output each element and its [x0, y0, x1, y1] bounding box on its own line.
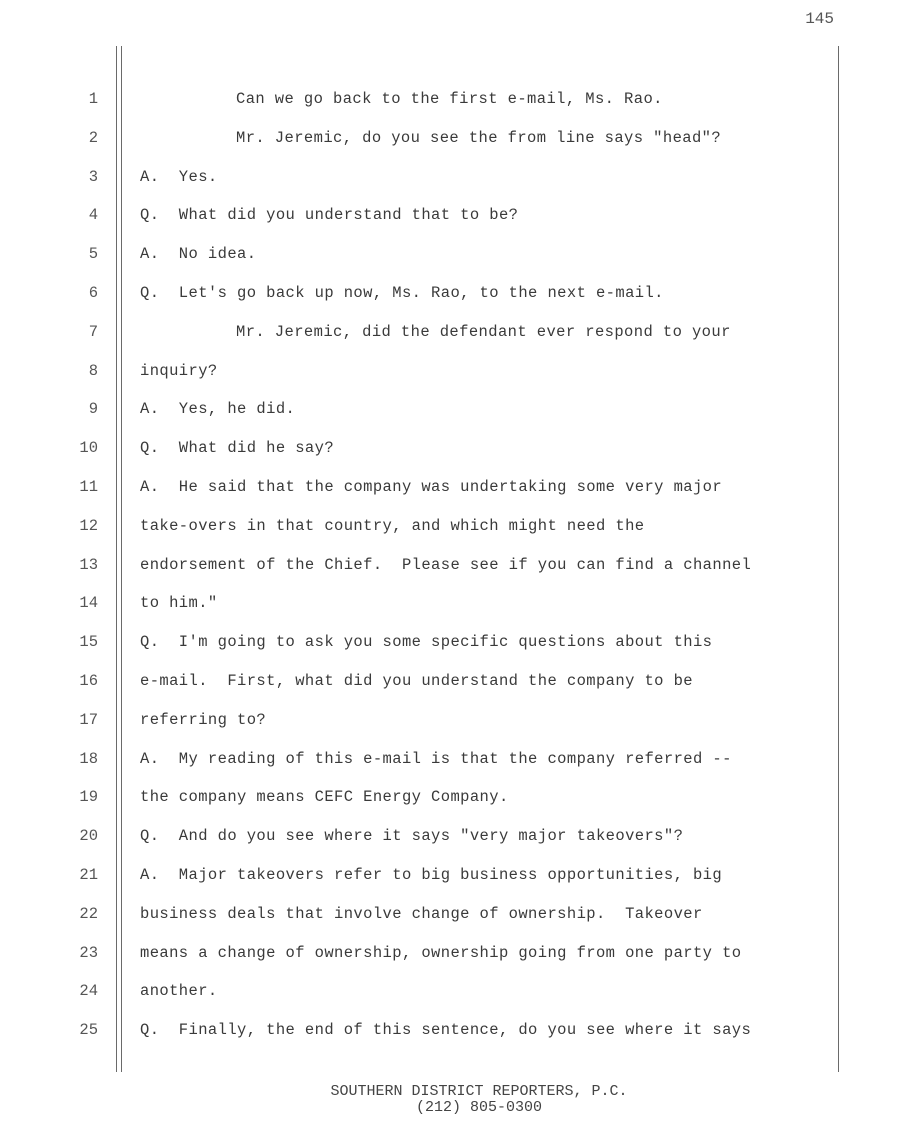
line-number: 19 [79, 788, 98, 807]
transcript-line: e-mail. First, what did you understand the company to be [140, 671, 693, 690]
line-number: 22 [79, 904, 98, 923]
line-number: 7 [88, 322, 98, 341]
right-margin-rule [838, 46, 839, 1072]
transcript-line: A. Yes. [140, 167, 218, 186]
transcript-line: A. No idea. [140, 245, 257, 264]
line-number: 23 [79, 943, 98, 962]
line-number: 10 [79, 439, 98, 458]
transcript-line: means a change of ownership, ownership going from one party to [140, 943, 742, 962]
line-number: 8 [88, 361, 98, 380]
transcript-line: take-overs in that country, and which might need the [140, 516, 645, 535]
transcript-line: Q. I'm going to ask you some specific questions about this [140, 633, 713, 652]
transcript-line: A. Major takeovers refer to big business opportunities, big [140, 865, 723, 884]
line-number-column [60, 80, 98, 1050]
line-number: 5 [88, 245, 98, 264]
transcript-line: Mr. Jeremic, did the defendant ever respond to your [236, 322, 731, 341]
line-number: 11 [79, 477, 98, 496]
transcript-line: referring to? [140, 710, 267, 729]
transcript-line: Can we go back to the first e-mail, Ms. Rao. [236, 90, 663, 108]
transcript-line: inquiry? [140, 361, 218, 380]
line-number: 16 [79, 671, 98, 690]
transcript-line: to him." [140, 594, 218, 613]
line-number: 12 [79, 516, 98, 535]
reporter-footer [0, 1084, 900, 1116]
transcript-body [140, 80, 830, 1050]
line-number: 9 [88, 400, 98, 419]
page-number: 145 [805, 10, 834, 28]
line-number: 25 [79, 1021, 98, 1040]
left-margin-rule-inner [121, 46, 122, 1072]
transcript-line: Q. What did you understand that to be? [140, 206, 519, 225]
reporter-name: SOUTHERN DISTRICT REPORTERS, P.C. [330, 1083, 628, 1100]
left-margin-rule-outer [116, 46, 117, 1072]
transcript-line: A. He said that the company was undertaking some very major [140, 477, 723, 496]
transcript-line: endorsement of the Chief. Please see if you can find a channel [140, 555, 752, 574]
line-number: 4 [88, 206, 98, 225]
transcript-line: business deals that involve change of ownership. Takeover [140, 904, 703, 923]
line-number: 17 [79, 710, 98, 729]
transcript-line: Mr. Jeremic, do you see the from line says "head"? [236, 128, 722, 147]
transcript-line: Q. Let's go back up now, Ms. Rao, to the next e-mail. [140, 283, 664, 302]
transcript-line: A. My reading of this e-mail is that the company referred -- [140, 749, 732, 768]
transcript-line: the company means CEFC Energy Company. [140, 788, 509, 807]
transcript-line: another. [140, 982, 218, 1001]
line-number: 2 [88, 128, 98, 147]
line-number: 6 [88, 283, 98, 302]
line-number: 14 [79, 594, 98, 613]
transcript-line: Q. Finally, the end of this sentence, do you see where it says [140, 1021, 752, 1040]
transcript-line: A. Yes, he did. [140, 400, 296, 419]
reporter-phone: (212) 805-0300 [415, 1099, 543, 1116]
line-number: 21 [79, 865, 98, 884]
line-number: 1 [88, 90, 98, 108]
line-number: 3 [88, 167, 98, 186]
line-number: 18 [79, 749, 98, 768]
line-number: 13 [79, 555, 98, 574]
transcript-line: Q. What did he say? [140, 439, 335, 458]
line-number: 15 [79, 633, 98, 652]
line-number: 24 [79, 982, 98, 1001]
line-number: 20 [79, 827, 98, 846]
transcript-line: Q. And do you see where it says "very major takeovers"? [140, 827, 684, 846]
